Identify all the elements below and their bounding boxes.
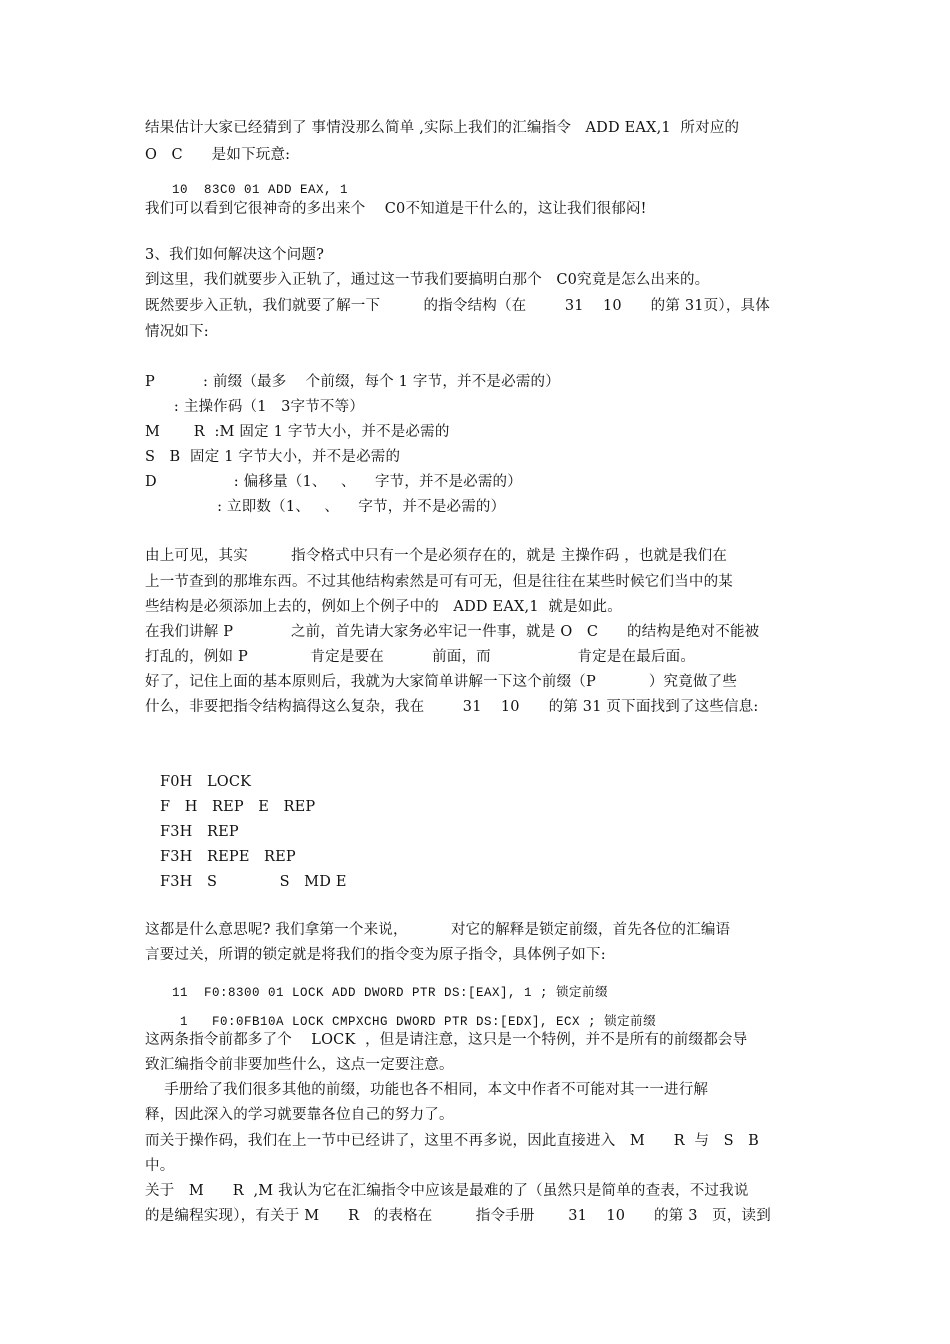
text-line: 既然要步入正轨，我们就要了解一下 的指令结构（在 31 10 的第 31页），具体	[145, 298, 770, 314]
text-line: 些结构是必须添加上去的，例如上个例子中的 ADD EAX,1 就是如此。	[145, 599, 622, 615]
text-line: 好了，记住上面的基本原则后，我就为大家简单讲解一下这个前缀（P ）究竟做了些	[145, 674, 738, 690]
text-line: 什么，非要把指令结构搞得这么复杂，我在 31 10 的第 31 页下面找到了这些信息:	[145, 699, 759, 715]
text-line: 中。	[145, 1158, 175, 1174]
text-line: 这两条指令前都多了个 LOCK ，但是请注意，这只是一个特例，并不是所有的前缀都会导	[145, 1032, 748, 1048]
text-line: O C 是如下玩意:	[145, 147, 291, 163]
text-line: F3H REP	[160, 824, 239, 840]
text-line: 关于 M R ,M 我认为它在汇编指令中应该是最难的了（虽然只是简单的查表，不过我说	[145, 1183, 749, 1199]
text-line: 释，因此深入的学习就要靠各位自己的努力了。	[145, 1107, 454, 1123]
text-line: 这都是什么意思呢? 我们拿第一个来说， 对它的解释是锁定前缀，首先各位的汇编语	[145, 922, 731, 938]
text-line: 结果估计大家已经猜到了 事情没那么简单 ,实际上我们的汇编指令 ADD EAX,1 所对应的	[145, 120, 740, 136]
text-line: 的是编程实现），有关于 M R 的表格在 指令手册 31 10 的第 3 页，读到	[145, 1208, 771, 1224]
text-line: P : 前缀（最多 个前缀，每个 1 字节，并不是必需的）	[145, 374, 560, 390]
text-line: 到这里，我们就要步入正轨了，通过这一节我们要搞明白那个 C0究竟是怎么出来的。	[145, 272, 710, 288]
text-line: M R :M 固定 1 字节大小，并不是必需的	[145, 424, 450, 440]
text-line: 由上可见，其实 指令格式中只有一个是必须存在的，就是 主操作码 ，也就是我们在	[145, 548, 728, 564]
text-line: D : 偏移量（1、 、 字节，并不是必需的）	[145, 474, 522, 490]
text-line: : 立即数（1、 、 字节，并不是必需的）	[145, 499, 506, 515]
text-line: 手册给了我们很多其他的前缀，功能也各不相同，本文中作者不可能对其一一进行解	[145, 1082, 709, 1098]
text-line: F3H S S MD E	[160, 874, 347, 890]
text-line: 10 83C0 01 ADD EAX, 1	[172, 183, 349, 197]
text-line: F3H REPE REP	[160, 849, 296, 865]
text-line: 而关于操作码，我们在上一节中已经讲了，这里不再多说，因此直接进入 M R 与 S B	[145, 1133, 760, 1149]
text-line: S B 固定 1 字节大小，并不是必需的	[145, 449, 401, 465]
text-line: 打乱的，例如 P 肯定是要在 前面，而 肯定是在最后面。	[145, 649, 696, 665]
text-line: : 主操作码（1 3字节不等）	[145, 399, 365, 415]
text-line: 致汇编指令前非要加些什么，这点一定要注意。	[145, 1057, 454, 1073]
text-line: F H REP E REP	[160, 799, 316, 815]
text-line: 我们可以看到它很神奇的多出来个 C0不知道是干什么的，这让我们很郁闷!	[145, 201, 647, 217]
text-line: 上一节查到的那堆东西。不过其他结构索然是可有可无，但是往往在某些时候它们当中的某	[145, 574, 733, 590]
text-line: 11 F0:8300 01 LOCK ADD DWORD PTR DS:[EAX], 1 ; 锁定前缀	[172, 986, 609, 1000]
text-line: 言要过关，所谓的锁定就是将我们的指令变为原子指令，具体例子如下:	[145, 947, 606, 963]
text-line: 在我们讲解 P 之前，首先请大家务必牢记一件事，就是 O C 的结构是绝对不能被	[145, 624, 760, 640]
text-line: F0H LOCK	[160, 774, 252, 790]
text-line: 3、我们如何解决这个问题?	[145, 247, 325, 263]
text-line: 情况如下:	[145, 324, 209, 340]
text-line: 1 F0:0FB10A LOCK CMPXCHG DWORD PTR DS:[EDX], ECX ; 锁定前缀	[172, 1015, 657, 1029]
